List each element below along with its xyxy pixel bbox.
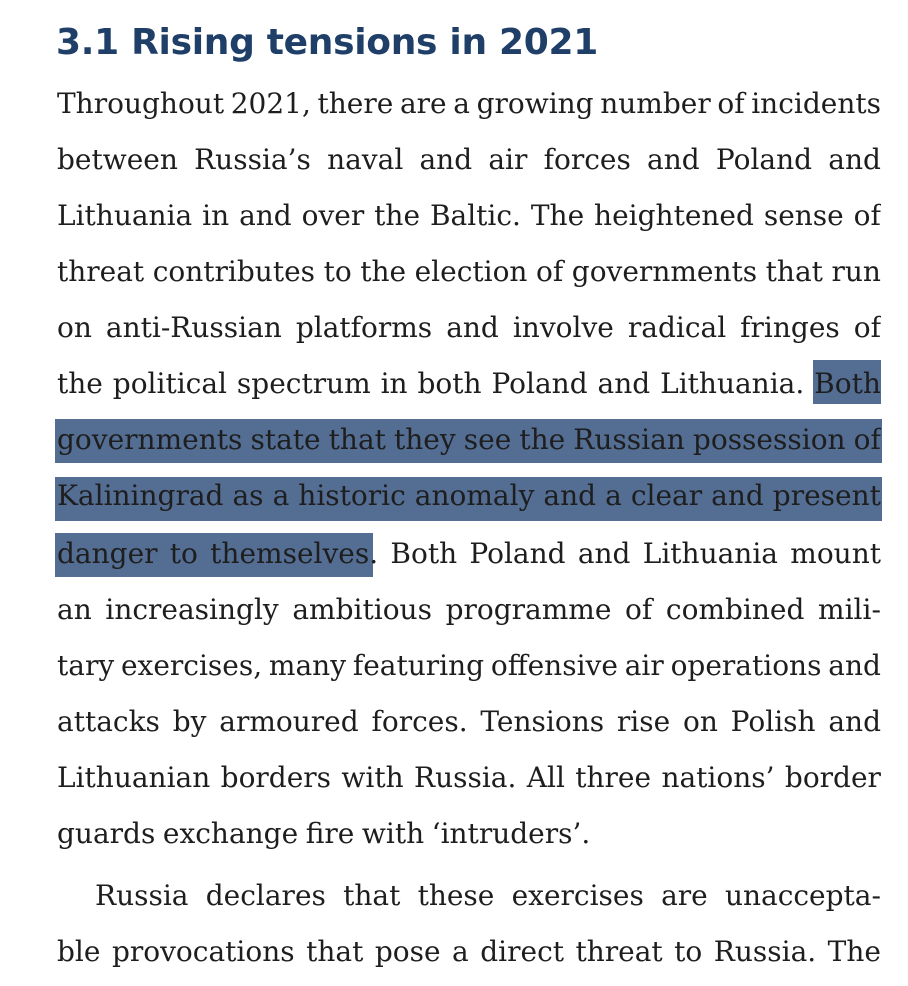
word: forces: [543, 143, 631, 176]
word: ble: [57, 935, 101, 968]
word: nations’: [661, 761, 775, 794]
word: Polish: [730, 705, 816, 738]
text-line: [57, 132, 881, 188]
word: fringes: [740, 311, 840, 344]
word: fire: [305, 817, 355, 850]
word: the: [519, 423, 566, 456]
word: Lithuania: [642, 537, 778, 570]
word: of: [853, 311, 881, 344]
word: mount: [790, 537, 881, 570]
word: pose: [374, 935, 441, 968]
word: of: [625, 593, 653, 626]
word: are: [661, 879, 708, 912]
word: platforms: [295, 311, 433, 344]
word: that: [306, 935, 364, 968]
word: borders: [220, 761, 332, 794]
word: number: [600, 87, 711, 120]
word: that: [765, 255, 823, 288]
text-line: [57, 526, 881, 582]
word: a: [605, 479, 622, 512]
text-line: [57, 412, 881, 468]
word: to: [169, 537, 198, 570]
word: in: [202, 199, 230, 232]
word: naval: [327, 143, 404, 176]
word: offensive: [490, 649, 618, 682]
word: All: [526, 761, 565, 794]
word: with: [341, 761, 404, 794]
word: they: [393, 423, 456, 456]
word: Russia.: [713, 935, 817, 968]
word: armoured: [219, 705, 359, 738]
text-line: [57, 188, 881, 244]
word: present: [772, 479, 881, 512]
text-line: [95, 868, 881, 924]
word: exercises: [511, 879, 644, 912]
word: anti-Russian: [105, 311, 282, 344]
word: state: [250, 423, 321, 456]
word: Lithuanian: [57, 761, 211, 794]
word: the: [360, 255, 407, 288]
word: and: [543, 479, 597, 512]
word: of: [717, 87, 745, 120]
word: combined: [665, 593, 805, 626]
word: of: [853, 199, 881, 232]
word: by: [172, 705, 207, 738]
word: possession: [692, 423, 846, 456]
word: unaccepta-: [724, 879, 881, 912]
word: an: [57, 593, 92, 626]
word: and: [239, 199, 292, 232]
word: that: [328, 423, 386, 456]
word: both: [417, 367, 482, 400]
word: forces.: [371, 705, 468, 738]
word: The: [530, 199, 585, 232]
word: exercises,: [120, 649, 263, 682]
word: historic: [298, 479, 406, 512]
word: radical: [627, 311, 727, 344]
text-line: [57, 924, 881, 980]
word: Russia.: [414, 761, 517, 794]
word: direct: [480, 935, 565, 968]
word: Lithuania: [57, 199, 193, 232]
word: and: [828, 705, 881, 738]
word: on: [57, 311, 92, 344]
word: governments: [57, 423, 243, 456]
word: that: [343, 879, 401, 912]
word: with: [361, 817, 425, 850]
word: guards: [57, 817, 156, 850]
word: Poland: [715, 143, 813, 176]
word: sense: [763, 199, 844, 232]
word: clear: [630, 479, 703, 512]
word: Russian: [573, 423, 685, 456]
word: and: [577, 537, 631, 570]
word: a: [453, 87, 470, 120]
word: danger: [57, 537, 158, 570]
word: Kaliningrad: [57, 479, 224, 512]
word: incidents: [751, 87, 881, 120]
word: featuring: [352, 649, 485, 682]
word: growing: [476, 87, 594, 120]
text-line: [57, 76, 881, 132]
word: ambitious: [292, 593, 432, 626]
text-line: [57, 694, 881, 750]
word: programme: [445, 593, 612, 626]
word: threat: [57, 255, 145, 288]
word: air: [488, 143, 528, 176]
word: of: [853, 423, 881, 456]
word: political: [112, 367, 227, 400]
word: tary: [57, 649, 115, 682]
text-line: [57, 300, 881, 356]
word: attacks: [57, 705, 160, 738]
word: involve: [512, 311, 614, 344]
word: mili-: [818, 593, 881, 626]
word: Poland: [491, 367, 588, 400]
word: Tensions: [480, 705, 605, 738]
text-line: [57, 244, 881, 300]
word: Poland: [469, 537, 566, 570]
word: and: [711, 479, 764, 512]
word: over: [301, 199, 365, 232]
word: in: [380, 367, 408, 400]
word: rise: [616, 705, 671, 738]
word: and: [828, 649, 881, 682]
word: border: [784, 761, 881, 794]
word: themselves.: [210, 537, 379, 570]
text-line: [57, 638, 881, 694]
word: election: [414, 255, 528, 288]
word: Russia: [95, 879, 189, 912]
word: the: [374, 199, 421, 232]
word: and: [828, 143, 881, 176]
word: exchange: [162, 817, 299, 850]
word: on: [682, 705, 718, 738]
word: Throughout: [57, 87, 225, 120]
word: ‘intruders’.: [431, 817, 591, 850]
word: a: [452, 935, 469, 968]
word: see: [463, 423, 512, 456]
word: The: [827, 935, 881, 968]
word: and: [647, 143, 700, 176]
text-line: [57, 750, 881, 806]
section-title: 3.1 Rising tensions in 2021: [56, 22, 599, 63]
word: provocations: [111, 935, 295, 968]
word: as: [232, 479, 264, 512]
word: Baltic.: [429, 199, 521, 232]
word: contributes: [152, 255, 316, 288]
word: 2021,: [230, 87, 311, 120]
word: operations: [670, 649, 822, 682]
word: and: [419, 143, 473, 176]
word: spectrum: [236, 367, 371, 400]
word: heightened: [594, 199, 754, 232]
word: run: [831, 255, 881, 288]
text-line: [57, 356, 881, 412]
word: Russia’s: [194, 143, 311, 176]
word: are: [399, 87, 447, 120]
word: increasingly: [105, 593, 279, 626]
word: there: [317, 87, 394, 120]
word: a: [272, 479, 290, 512]
word: Both: [390, 537, 458, 570]
word: between: [57, 143, 178, 176]
word: to: [674, 935, 703, 968]
word: three: [575, 761, 652, 794]
word: declares: [205, 879, 326, 912]
word: and: [597, 367, 651, 400]
word: Lithuania.: [660, 367, 805, 400]
word: many: [268, 649, 347, 682]
text-line: [57, 806, 881, 862]
word: of: [536, 255, 564, 288]
word: these: [417, 879, 495, 912]
word: threat: [575, 935, 663, 968]
word: governments: [571, 255, 758, 288]
text-line: [57, 582, 881, 638]
word: Both: [814, 367, 881, 400]
word: air: [624, 649, 664, 682]
text-line: [57, 468, 881, 524]
word: the: [57, 367, 103, 400]
word: to: [323, 255, 352, 288]
word: and: [446, 311, 499, 344]
word: anomaly: [414, 479, 535, 512]
